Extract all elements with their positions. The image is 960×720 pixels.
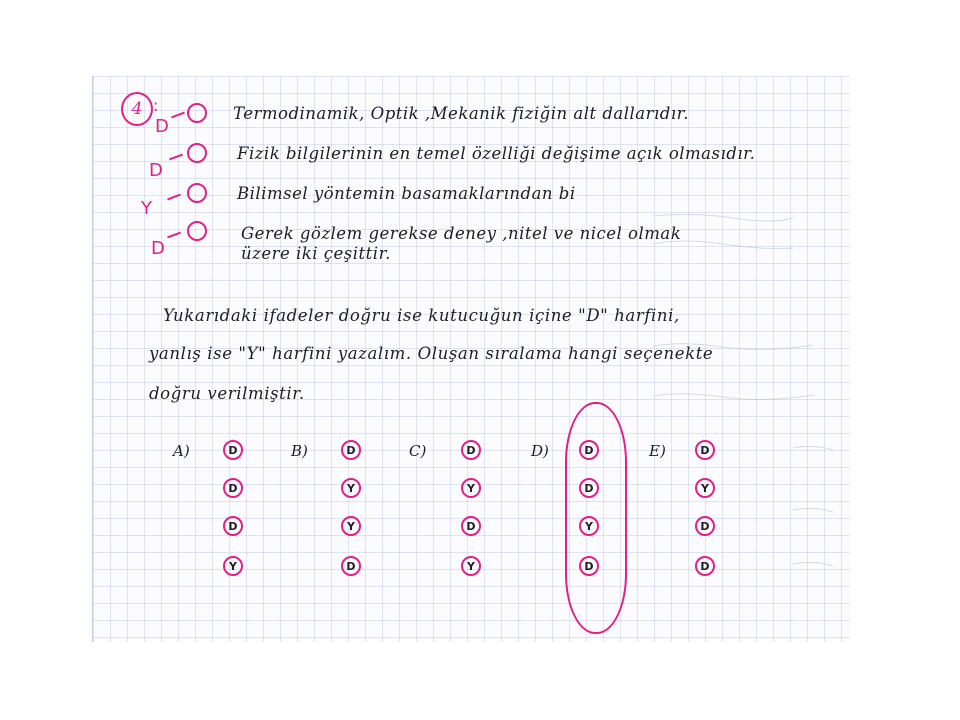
bullet-dash: [167, 194, 181, 201]
option-d-label: D): [531, 442, 549, 460]
option-e-answer-1: D: [695, 440, 715, 460]
option-a-answer-3: D: [223, 516, 243, 536]
option-c-label: C): [409, 442, 427, 460]
option-b-answer-2: Y: [341, 478, 361, 498]
option-a-answer-1: D: [223, 440, 243, 460]
option-d-answer-3: Y: [579, 516, 599, 536]
question-number: 4: [121, 92, 153, 126]
option-c-answer-3: D: [461, 516, 481, 536]
statement-4-circle: [187, 221, 207, 241]
question-line-1: Yukarıdaki ifadeler doğru ise kutucuğun içine "D" harfini,: [163, 306, 680, 325]
bullet-dash: [169, 154, 183, 161]
option-c-answer-4: Y: [461, 556, 481, 576]
option-e-answer-3: D: [695, 516, 715, 536]
option-d-answer-1: D: [579, 440, 599, 460]
statement-1-circle: [187, 103, 207, 123]
option-e-label: E): [649, 442, 666, 460]
option-c-answer-2: Y: [461, 478, 481, 498]
statement-3-text: Bilimsel yöntemin basamaklarından bi: [237, 184, 576, 203]
option-e-answer-2: Y: [695, 478, 715, 498]
option-a-answer-2: D: [223, 478, 243, 498]
option-a-answer-4: Y: [223, 556, 243, 576]
option-b-label: B): [291, 442, 308, 460]
question-number-colon-mark: :: [153, 96, 159, 115]
option-a-label: A): [173, 442, 190, 460]
option-b-answer-4: D: [341, 556, 361, 576]
statement-4-text-line1: Gerek gözlem gerekse deney ,nitel ve nicel olmak: [241, 224, 682, 243]
question-line-2: yanlış ise "Y" harfini yazalım. Oluşan sıralama hangi seçenekte: [149, 344, 714, 363]
statement-4-mark: D: [151, 238, 165, 259]
option-d-answer-4: D: [579, 556, 599, 576]
statement-2-circle: [187, 143, 207, 163]
bullet-dash: [171, 112, 185, 119]
option-d-answer-2: D: [579, 478, 599, 498]
option-b-answer-3: Y: [341, 516, 361, 536]
question-line-3: doğru verilmiştir.: [149, 384, 305, 403]
statement-1-mark: D: [155, 116, 169, 137]
statement-2-mark: D: [149, 160, 163, 181]
bullet-dash: [167, 232, 181, 239]
statement-1-text: Termodinamik, Optik ,Mekanik fiziğin alt dallarıdır.: [233, 104, 689, 123]
option-b-answer-1: D: [341, 440, 361, 460]
statement-4-text-line2: üzere iki çeşittir.: [241, 244, 391, 263]
option-c-answer-1: D: [461, 440, 481, 460]
worksheet-page: [92, 76, 850, 642]
option-e-answer-4: D: [695, 556, 715, 576]
statement-3-mark: Y: [141, 198, 152, 219]
statement-2-text: Fizik bilgilerinin en temel özelliği değişime açık olmasıdır.: [237, 144, 756, 163]
statement-3-circle: [187, 183, 207, 203]
